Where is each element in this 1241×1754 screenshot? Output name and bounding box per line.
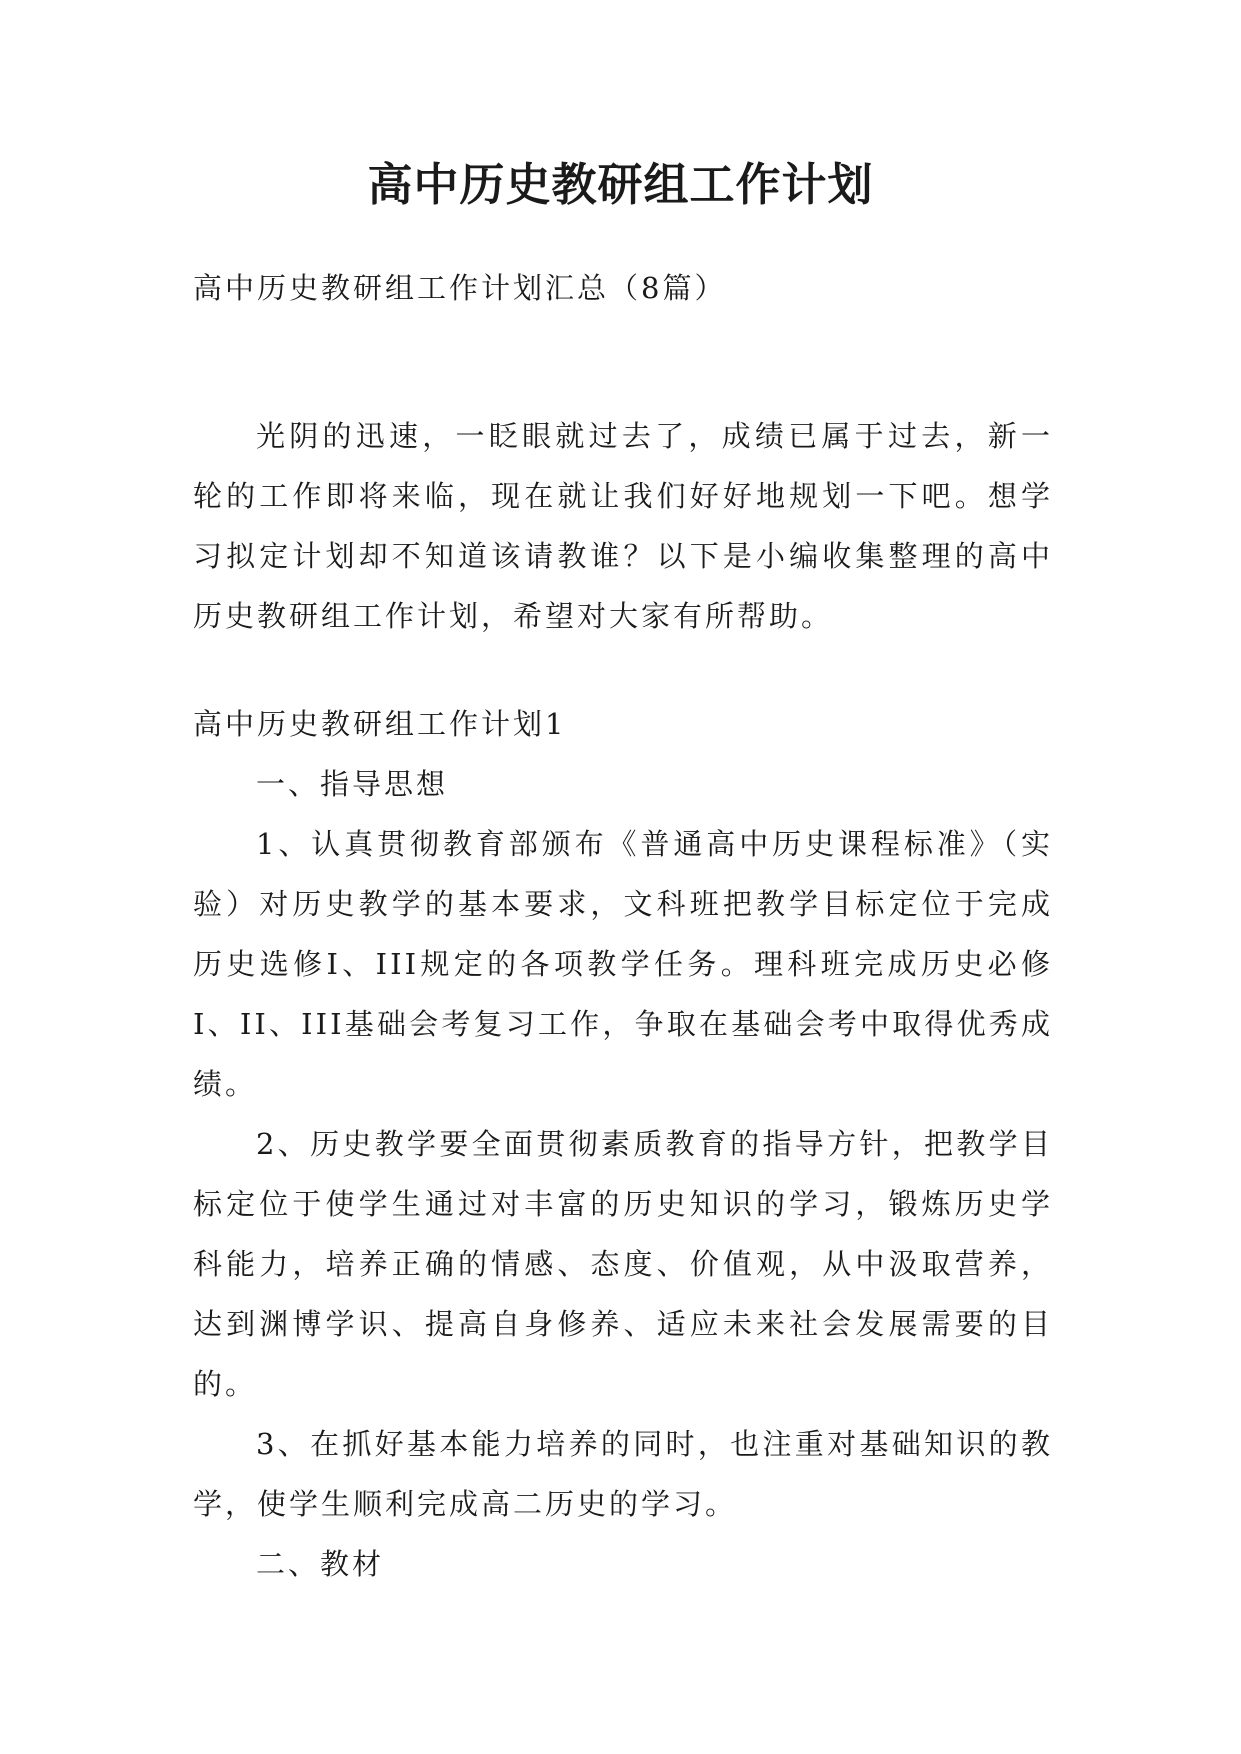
intro-paragraph: 光阴的迅速，一眨眼就过去了，成绩已属于过去，新一轮的工作即将来临，现在就让我们好好地规划一下吧。想学习拟定计划却不知道该请教谁？以下是小编收集整理的高中历史教研组工作计划，希望对大家有所帮助。 xyxy=(193,419,1053,633)
point-2-paragraph: 2、历史教学要全面贯彻素质教育的指导方针，把教学目标定位于使学生通过对丰富的历史知识的学习，锻炼历史学科能力，培养正确的情感、态度、价值观，从中汲取营养，达到渊博学识、提高自身修养、适应未来社会发展需要的目的。 xyxy=(193,1127,1053,1401)
document-subtitle: 高中历史教研组工作计划汇总（8篇） xyxy=(193,271,727,305)
section-1-heading: 一、指导思想 xyxy=(256,767,449,801)
section-2-heading: 二、教材 xyxy=(256,1547,385,1581)
point-1-paragraph: 1、认真贯彻教育部颁布《普通高中历史课程标准》（实验）对历史教学的基本要求，文科班把教学目标定位于完成历史选修I、III规定的各项教学任务。理科班完成历史必修I、II、III基础会考复习工作，争取在基础会考中取得优秀成绩。 xyxy=(193,827,1053,1101)
plan-1-section xyxy=(193,694,1053,1594)
plan-1-heading: 高中历史教研组工作计划1 xyxy=(193,707,567,741)
point-3-paragraph: 3、在抓好基本能力培养的同时，也注重对基础知识的教学，使学生顺利完成高二历史的学习。 xyxy=(193,1427,1053,1521)
document-title: 高中历史教研组工作计划 xyxy=(367,158,874,211)
